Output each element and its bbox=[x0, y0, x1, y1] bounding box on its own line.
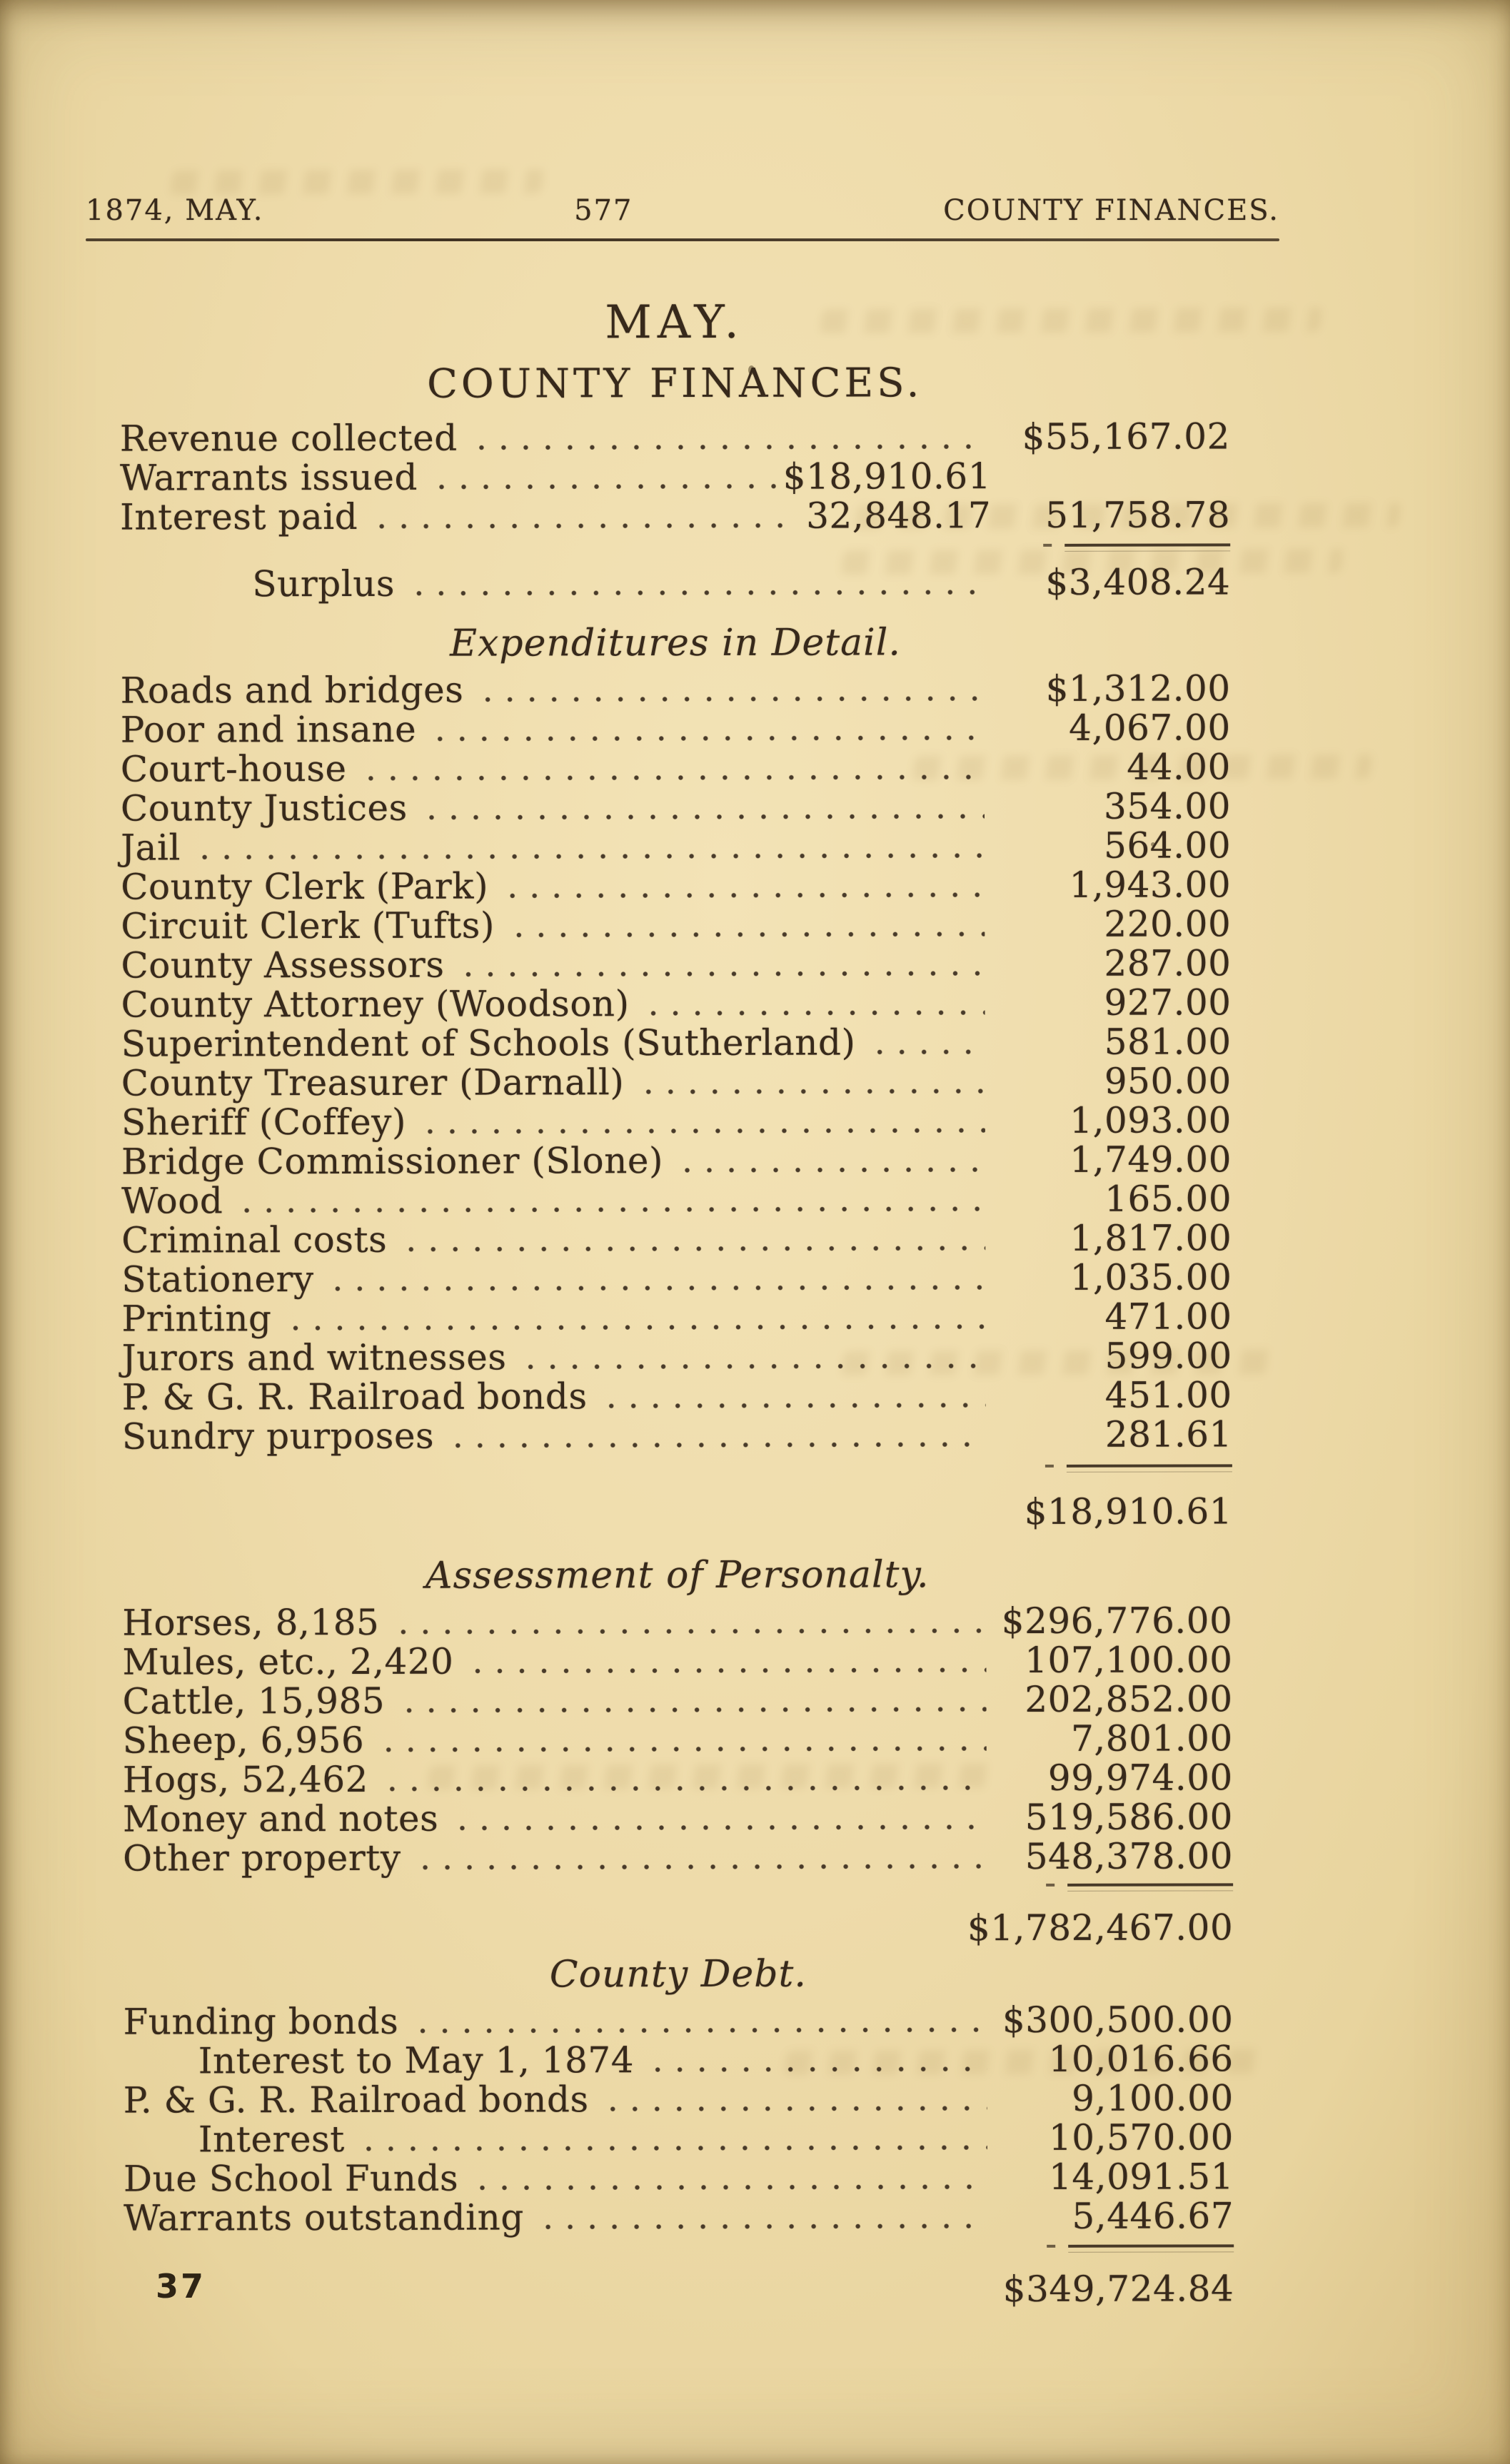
row-value: 599.00 bbox=[1104, 1335, 1232, 1377]
ledger-row bbox=[121, 1297, 1232, 1338]
ledger-row bbox=[121, 708, 1231, 749]
page-number: 577 bbox=[574, 194, 633, 227]
row-value-mid: $18,910.61 bbox=[782, 455, 992, 498]
dot-leader bbox=[468, 443, 984, 450]
row-label: Interest paid bbox=[120, 495, 358, 538]
page-title: MAY. bbox=[605, 296, 745, 350]
row-label: Hogs, 52,462 bbox=[122, 1758, 369, 1801]
row-label: Superintendent of Schools (Sutherland) bbox=[121, 1021, 856, 1065]
summary-section bbox=[120, 417, 1231, 604]
ledger-row bbox=[121, 1061, 1232, 1103]
ledger-row bbox=[124, 2157, 1234, 2198]
running-head-left: 1874, MAY. bbox=[86, 194, 264, 227]
row-label: Due School Funds bbox=[123, 2157, 459, 2200]
ledger-row bbox=[121, 983, 1232, 1024]
row-value: 9,100.00 bbox=[1072, 2077, 1234, 2119]
dot-leader bbox=[448, 1823, 987, 1831]
ledger-row bbox=[124, 2118, 1234, 2159]
ledger-row bbox=[121, 1022, 1232, 1064]
row-value: 99,974.00 bbox=[1047, 1757, 1233, 1799]
dot-leader bbox=[416, 1126, 985, 1134]
row-value: 950.00 bbox=[1104, 1060, 1232, 1102]
ledger-row bbox=[120, 495, 1230, 537]
row-label: Roads and bridges bbox=[120, 669, 464, 712]
assessment-total bbox=[123, 1908, 1233, 1949]
row-value: 1,943.00 bbox=[1069, 864, 1232, 906]
row-value: 10,016.66 bbox=[1048, 2038, 1234, 2080]
row-label: County Assessors bbox=[121, 944, 445, 986]
dot-leader bbox=[426, 734, 985, 742]
sum-rule bbox=[1067, 1883, 1233, 1891]
dot-leader bbox=[640, 1009, 985, 1016]
row-value: $55,167.02 bbox=[1022, 415, 1230, 458]
row-label: Warrants outstanding bbox=[124, 2196, 524, 2239]
row-label: County Treasurer (Darnall) bbox=[121, 1061, 625, 1104]
dot-leader bbox=[389, 1627, 986, 1635]
row-value: 581.00 bbox=[1104, 1021, 1232, 1063]
ledger-row bbox=[121, 865, 1231, 907]
row-label: Funding bonds bbox=[123, 2000, 399, 2043]
ledger-row bbox=[124, 2196, 1234, 2238]
ledger-row bbox=[121, 1218, 1232, 1260]
row-value: 281.61 bbox=[1104, 1413, 1232, 1455]
row-value: 1,035.00 bbox=[1069, 1256, 1232, 1298]
ledger-row bbox=[121, 787, 1231, 828]
row-value: 1,749.00 bbox=[1069, 1138, 1232, 1181]
ledger-row bbox=[121, 747, 1231, 789]
row-label: Jurors and witnesses bbox=[121, 1336, 507, 1379]
dot-leader bbox=[634, 1087, 985, 1094]
row-value: $296,776.00 bbox=[1001, 1600, 1233, 1642]
dot-leader bbox=[378, 1784, 987, 1792]
row-value: 1,093.00 bbox=[1069, 1099, 1232, 1141]
ledger-row bbox=[121, 1140, 1232, 1181]
ledger-row bbox=[120, 456, 1230, 498]
dot-leader bbox=[505, 930, 985, 937]
section-heading-debt: County Debt. bbox=[549, 1952, 807, 1996]
row-label: Other property bbox=[123, 1837, 401, 1879]
ledger-row bbox=[124, 2079, 1234, 2120]
row-label: Court-house bbox=[120, 747, 347, 790]
row-label: Sheriff (Coffey) bbox=[121, 1101, 407, 1143]
dot-leader bbox=[408, 2026, 987, 2034]
ledger-row bbox=[121, 1179, 1232, 1221]
row-value: 287.00 bbox=[1104, 942, 1232, 984]
dot-leader bbox=[534, 2222, 987, 2229]
row-label: Poor and insane bbox=[120, 708, 417, 751]
dot-leader bbox=[473, 695, 984, 702]
row-label: Sundry purposes bbox=[121, 1415, 435, 1458]
row-value: 5,446.67 bbox=[1072, 2195, 1234, 2237]
row-value: 165.00 bbox=[1104, 1178, 1232, 1220]
row-label: Cattle, 15,985 bbox=[122, 1680, 386, 1722]
row-value: 4,067.00 bbox=[1069, 707, 1231, 749]
row-value: 548,378.00 bbox=[1025, 1835, 1234, 1877]
dot-leader bbox=[397, 1244, 985, 1252]
ledger-row bbox=[121, 1101, 1232, 1142]
row-value: $1,312.00 bbox=[1045, 667, 1231, 710]
dot-leader bbox=[233, 1205, 985, 1213]
row-label: Revenue collected bbox=[119, 417, 458, 460]
dot-leader bbox=[468, 2183, 987, 2191]
row-value: 471.00 bbox=[1104, 1296, 1232, 1338]
dot-leader bbox=[395, 1705, 986, 1713]
ledger-row bbox=[122, 1415, 1232, 1456]
row-value: 451.00 bbox=[1104, 1374, 1232, 1416]
row-value: 564.00 bbox=[1104, 824, 1232, 867]
dot-leader bbox=[282, 1323, 986, 1331]
row-value: $300,500.00 bbox=[1002, 1999, 1234, 2041]
dot-leader bbox=[357, 773, 985, 781]
row-value: 51,758.78 bbox=[1045, 494, 1231, 536]
assessment-section bbox=[122, 1601, 1233, 1949]
row-value: 1,817.00 bbox=[1069, 1217, 1232, 1259]
ledger-row bbox=[122, 1640, 1232, 1682]
total-value: $349,724.84 bbox=[1002, 2268, 1234, 2311]
dot-leader bbox=[324, 1283, 986, 1291]
ledger-row bbox=[122, 1601, 1232, 1642]
sum-rule bbox=[1067, 1464, 1232, 1472]
sum-rule bbox=[1064, 543, 1230, 551]
expenditures-section bbox=[121, 669, 1233, 1533]
dot-leader bbox=[644, 2065, 987, 2072]
row-label: Horses, 8,185 bbox=[122, 1601, 380, 1644]
ledger-row bbox=[121, 944, 1231, 985]
dot-leader bbox=[418, 812, 985, 820]
row-value: 44.00 bbox=[1127, 746, 1231, 788]
total-value: $1,782,467.00 bbox=[967, 1907, 1234, 1949]
section-heading-expenditures: Expenditures in Detail. bbox=[450, 621, 901, 665]
page-subtitle: COUNTY FINANCES. bbox=[426, 360, 923, 408]
row-value: 220.00 bbox=[1104, 903, 1232, 945]
row-label: Sheep, 6,956 bbox=[122, 1719, 365, 1762]
expenditures-total bbox=[122, 1492, 1232, 1533]
dot-leader bbox=[463, 1666, 986, 1674]
row-label: Criminal costs bbox=[121, 1218, 388, 1261]
row-label: Bridge Commissioner (Slone) bbox=[121, 1140, 664, 1183]
ledger-row bbox=[121, 669, 1231, 710]
row-value: 202,852.00 bbox=[1025, 1678, 1233, 1720]
row-label: Wood bbox=[121, 1180, 223, 1222]
ledger-row bbox=[120, 417, 1230, 458]
row-value-mid: 32,848.17 bbox=[806, 495, 992, 537]
ledger-row bbox=[121, 826, 1231, 867]
row-label: Circuit Clerk (Tufts) bbox=[121, 904, 495, 947]
page-body bbox=[119, 0, 1234, 2311]
row-label: County Justices bbox=[120, 787, 408, 829]
row-value: 927.00 bbox=[1104, 981, 1232, 1024]
dot-leader bbox=[673, 1166, 985, 1173]
ledger-row bbox=[123, 1837, 1233, 1878]
row-label: County Clerk (Park) bbox=[121, 865, 489, 908]
dot-leader bbox=[428, 483, 776, 490]
section-heading-assessment: Assessment of Personalty. bbox=[425, 1553, 930, 1597]
row-label: P. & G. R. Railroad bonds bbox=[121, 1375, 588, 1418]
row-label: Interest bbox=[198, 2118, 345, 2161]
row-label: Jail bbox=[121, 827, 181, 869]
sum-rule bbox=[1068, 2244, 1234, 2252]
row-label: Interest to May 1, 1874 bbox=[198, 2039, 635, 2082]
dot-leader bbox=[191, 852, 985, 859]
debt-total bbox=[124, 2269, 1234, 2311]
ledger-row bbox=[123, 1719, 1233, 1760]
dot-leader bbox=[454, 969, 985, 977]
row-label: Money and notes bbox=[122, 1797, 439, 1840]
dot-leader bbox=[405, 588, 984, 596]
dot-leader bbox=[411, 1862, 987, 1870]
ledger-row bbox=[122, 1336, 1232, 1378]
dot-leader bbox=[498, 891, 985, 898]
dot-leader bbox=[598, 1401, 986, 1408]
running-head-right: COUNTY FINANCES. bbox=[943, 194, 1279, 227]
dot-leader bbox=[368, 522, 799, 529]
debt-section bbox=[123, 2000, 1234, 2311]
ledger-row bbox=[123, 2000, 1233, 2041]
ledger-row bbox=[121, 904, 1231, 946]
row-value: 14,091.51 bbox=[1048, 2156, 1234, 2198]
ledger-row bbox=[123, 1758, 1233, 1799]
row-label: P. & G. R. Railroad bonds bbox=[123, 2079, 589, 2121]
row-label: Mules, etc., 2,420 bbox=[122, 1640, 454, 1683]
row-label: County Attorney (Woodson) bbox=[121, 983, 630, 1026]
row-value: 519,586.00 bbox=[1025, 1796, 1234, 1838]
dot-leader bbox=[865, 1048, 985, 1054]
row-label: Printing bbox=[121, 1298, 272, 1340]
row-value: 354.00 bbox=[1103, 785, 1232, 827]
dot-leader bbox=[444, 1440, 986, 1448]
ledger-row bbox=[124, 2039, 1234, 2081]
ledger-row bbox=[123, 1680, 1233, 1721]
row-value: $3,408.24 bbox=[1045, 561, 1231, 603]
row-value: 107,100.00 bbox=[1025, 1639, 1233, 1681]
dot-leader bbox=[599, 2104, 987, 2111]
row-value: 10,570.00 bbox=[1048, 2116, 1234, 2158]
dot-leader bbox=[355, 2144, 987, 2151]
row-value: 7,801.00 bbox=[1070, 1717, 1233, 1759]
dot-leader bbox=[516, 1362, 985, 1369]
dot-leader bbox=[374, 1745, 986, 1752]
ledger-row bbox=[121, 1258, 1232, 1299]
total-value: $18,910.61 bbox=[1024, 1490, 1233, 1533]
surplus-row bbox=[120, 562, 1230, 604]
row-label: Warrants issued bbox=[119, 456, 418, 499]
row-label: Stationery bbox=[121, 1258, 314, 1301]
ledger-row bbox=[122, 1375, 1232, 1417]
row-label: Surplus bbox=[252, 562, 396, 605]
signature-mark: 37 bbox=[156, 2267, 206, 2306]
ledger-row bbox=[123, 1797, 1233, 1839]
